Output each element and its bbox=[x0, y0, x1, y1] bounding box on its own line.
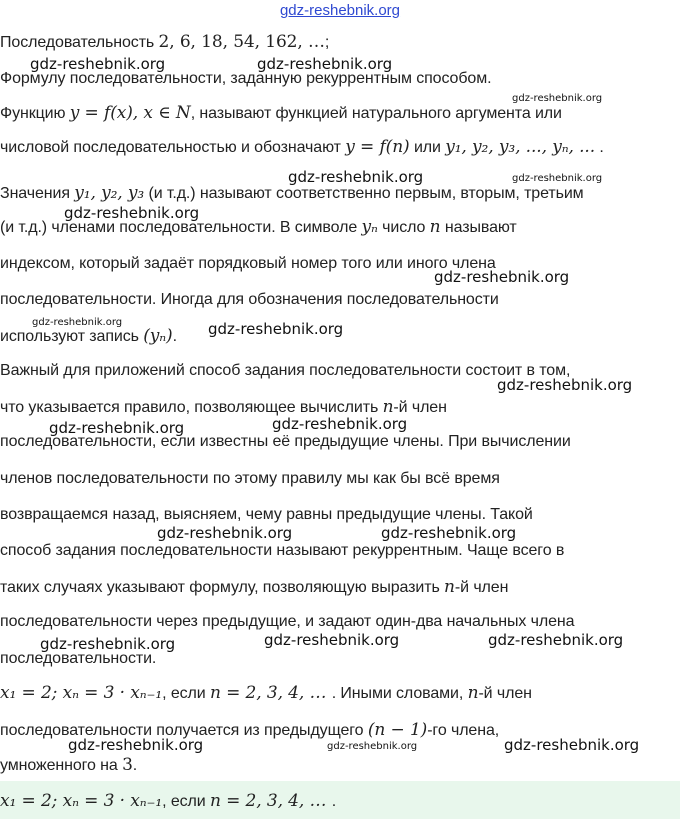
text-line-12: последовательности, если известны её предыдущие члены. При вычислении bbox=[0, 433, 571, 450]
text-line-15: способ задания последовательности называют рекуррентным. Чаще всего в bbox=[0, 542, 565, 559]
text-line-20: последовательности получается из предыдущего (n − 1)-го члена, bbox=[0, 720, 500, 740]
watermark: gdz-reshebnik.org bbox=[49, 419, 185, 437]
watermark: gdz-reshebnik.org bbox=[434, 268, 570, 286]
watermark: gdz-reshebnik.org bbox=[40, 635, 176, 653]
text-line-7: индексом, который задаёт порядковый номер того или иного члена bbox=[0, 255, 496, 272]
watermark: gdz-reshebnik.org bbox=[504, 736, 640, 754]
watermark: gdz-reshebnik.org bbox=[288, 168, 424, 186]
text-line-11: что указывается правило, позволяющее вычислить n-й член bbox=[0, 397, 447, 417]
text-line-19: x₁ = 2; xₙ = 3 · xₙ₋₁, если n = 2, 3, 4, … . Иными словами, n-й член bbox=[0, 683, 532, 703]
text-line-4: числовой последовательностью и обозначают y = f(n) или y₁, y₂, y₃, ..., yₙ, ... . bbox=[0, 137, 604, 157]
text-line-21: умноженного на 3. bbox=[0, 755, 138, 775]
text-line-2: Формулу последовательности, заданную рекуррентным способом. bbox=[0, 70, 492, 87]
text-line-9: используют запись (yₙ). bbox=[0, 326, 177, 346]
watermark: gdz-reshebnik.org bbox=[157, 524, 293, 542]
watermark: gdz-reshebnik.org bbox=[68, 736, 204, 754]
watermark: gdz-reshebnik.org bbox=[208, 320, 344, 338]
answer-box bbox=[0, 781, 680, 819]
text-line-17: последовательности через предыдущие, и задают один-два начальных члена bbox=[0, 613, 575, 630]
watermark: gdz-reshebnik.org bbox=[64, 204, 200, 222]
text-line-3: Функцию y = f(x), x ∈ N, называют функцией натурального аргумента или bbox=[0, 103, 562, 123]
text-line-16: таких случаях указывают формулу, позволяющую выразить n-й член bbox=[0, 577, 509, 597]
answer-line: x₁ = 2; xₙ = 3 · xₙ₋₁, если n = 2, 3, 4, … . bbox=[0, 791, 337, 811]
watermark: gdz-reshebnik.org bbox=[381, 524, 517, 542]
sequence-math: 2, 6, 18, 54, 162, … bbox=[158, 32, 325, 52]
text-line-5: Значения y₁, y₂, y₃ (и т.д.) называют соответственно первым, вторым, третьим bbox=[0, 183, 584, 203]
text-line-8: последовательности. Иногда для обозначения последовательности bbox=[0, 291, 499, 308]
text-line-6: (и т.д.) членами последовательности. В символе yₙ число n называют bbox=[0, 217, 517, 237]
text-line-10: Важный для приложений способ задания последовательности состоит в том, bbox=[0, 362, 571, 379]
text-line-13: членов последовательности по этому правилу мы как бы всё время bbox=[0, 470, 500, 487]
text-line-1: Последовательность 2, 6, 18, 54, 162, …; bbox=[0, 32, 330, 52]
text-line-18: последовательности. bbox=[0, 650, 157, 667]
watermark: gdz-reshebnik.org bbox=[327, 741, 418, 752]
watermark: gdz-reshebnik.org bbox=[272, 415, 408, 433]
watermark: gdz-reshebnik.org bbox=[257, 55, 393, 73]
text-line-14: возвращаемся назад, выясняем, чему равны предыдущие члены. Такой bbox=[0, 506, 533, 523]
site-header-link[interactable]: gdz-reshebnik.org bbox=[279, 2, 401, 19]
watermark: gdz-reshebnik.org bbox=[32, 317, 123, 328]
watermark: gdz-reshebnik.org bbox=[512, 93, 603, 104]
watermark: gdz-reshebnik.org bbox=[264, 631, 400, 649]
watermark: gdz-reshebnik.org bbox=[512, 173, 603, 184]
watermark: gdz-reshebnik.org bbox=[488, 631, 624, 649]
watermark: gdz-reshebnik.org bbox=[497, 376, 633, 394]
watermark: gdz-reshebnik.org bbox=[30, 55, 166, 73]
